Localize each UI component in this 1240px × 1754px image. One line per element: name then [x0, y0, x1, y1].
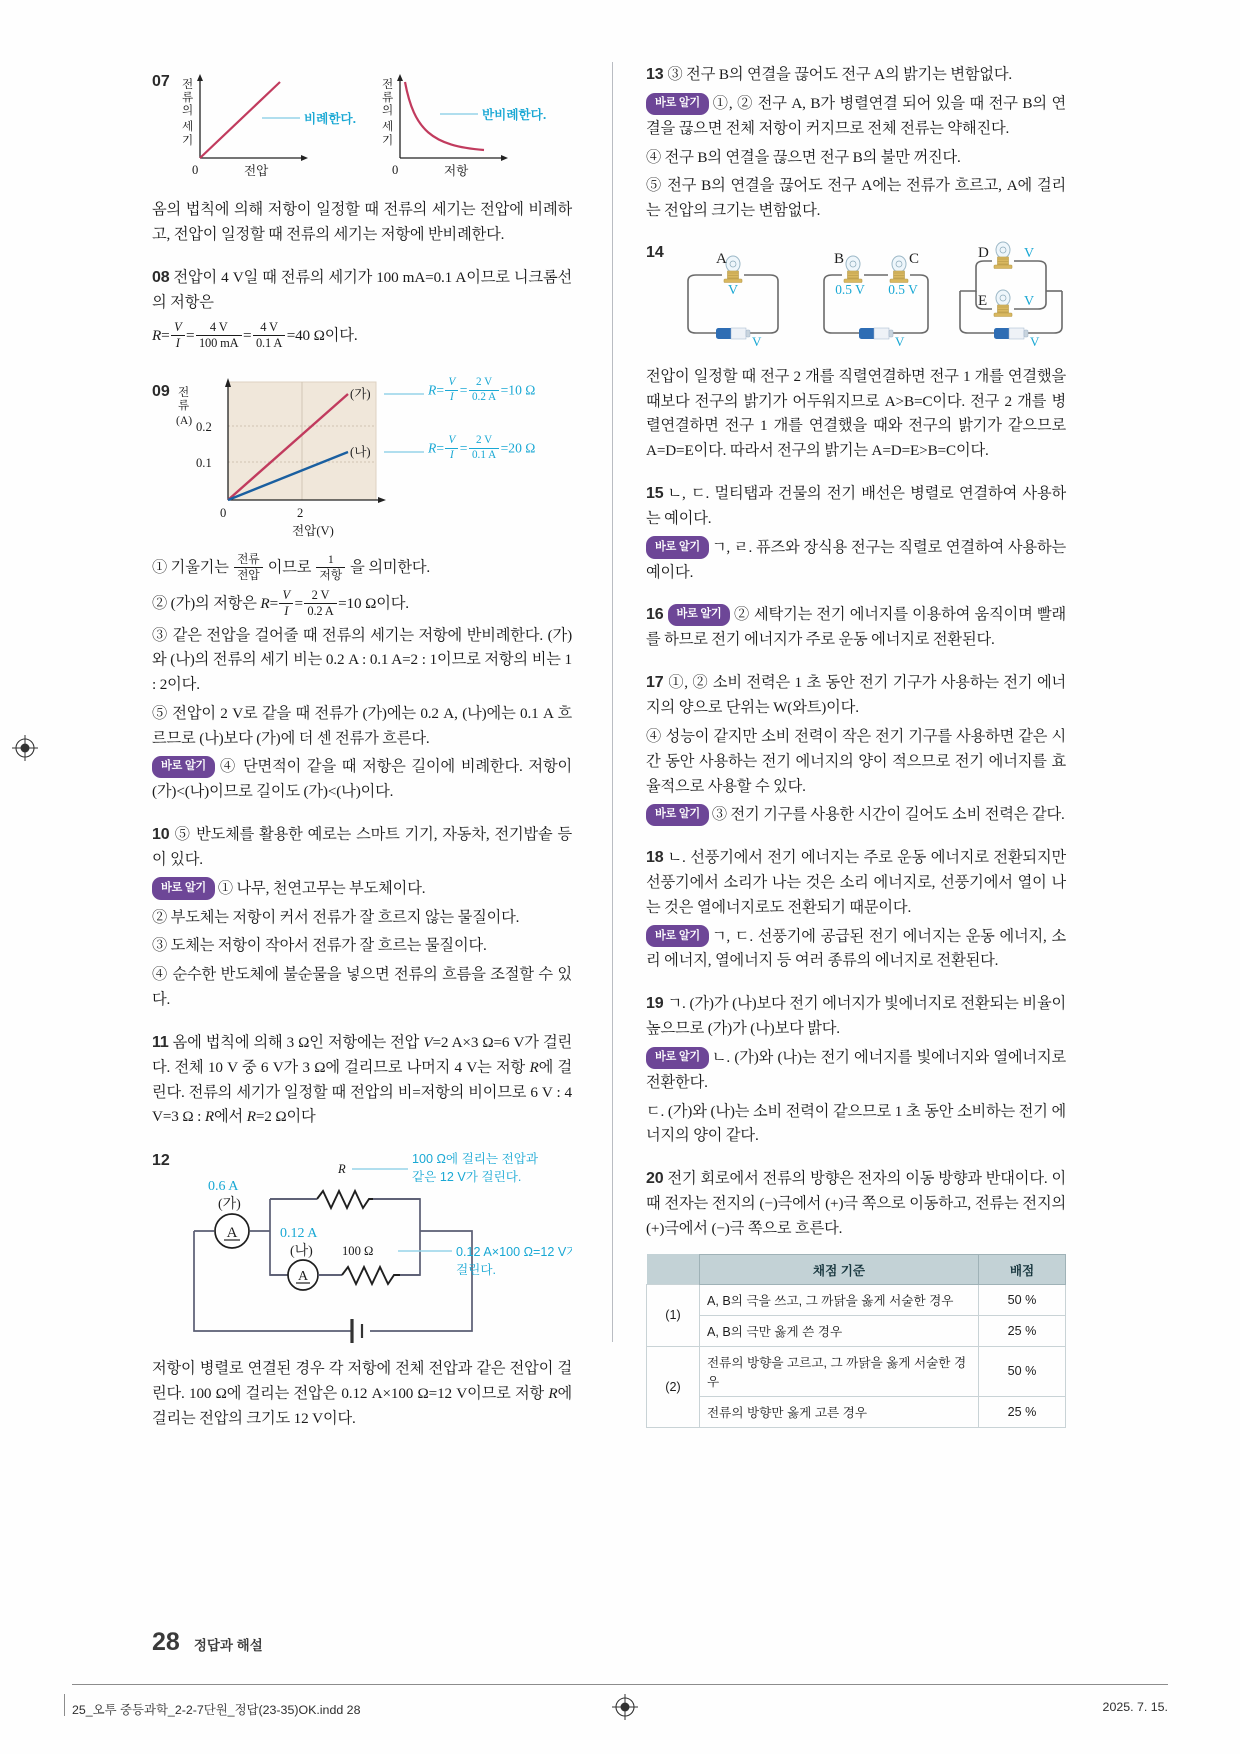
registration-mark-bottom	[612, 1694, 638, 1720]
graph-07-left-ylabel-5: 기	[182, 134, 194, 147]
callout-right-line2: 걸린다.	[456, 1263, 496, 1278]
graph-07-left	[182, 74, 356, 178]
q17-item4: ④ 성능이 같지만 소비 전력이 작은 전기 기구를 사용하면 같은 시간 동안 사용하는 전기 에너지의 양이 적으므로 전기 에너지를 효율적으로 사용할 수 있다.	[646, 728, 1066, 795]
ammeter-ga-label: A	[226, 1225, 238, 1242]
footer-rule	[72, 1684, 1168, 1685]
graph-07-left-origin: 0	[192, 163, 199, 177]
graph-07-right-callout: 반비례한다.	[482, 108, 547, 122]
graph-09-label-na: (나)	[350, 444, 371, 459]
q13-item5: ⑤ 전구 B의 연결을 끊어도 전구 A에는 전류가 흐르고, A에 걸리는 전압의 크기는 변함없다.	[646, 177, 1066, 220]
q09-block	[152, 552, 572, 805]
baro-algi-badge: 바로 알기	[646, 93, 709, 115]
rubric-criteria-3: 전류의 방향을 고르고, 그 까닭을 옳게 서술한 경우	[700, 1346, 979, 1396]
q18-wrong: 바로 알기 ㄱ, ㄷ. 선풍기에 공급된 전기 에너지는 운동 에너지, 소리 에너지, 열에너지 등 여러 종류의 에너지로 전환된다.	[646, 925, 1066, 975]
q10-item3: ③ 도체는 저항이 작아서 전류가 잘 흐르는 물질이다.	[152, 937, 487, 955]
registration-mark-left	[12, 735, 38, 761]
bulb-D-voltage: V	[1024, 245, 1035, 261]
rubric-score-3: 50 %	[979, 1346, 1066, 1396]
baro-algi-badge: 바로 알기	[152, 877, 215, 899]
graph-07-left-ylabel-2: 류	[182, 91, 194, 104]
q08-frac-2: $\frac{4 V}{0.1 A}$	[253, 321, 285, 350]
rubric-criteria-4: 전류의 방향만 옳게 고른 경우	[700, 1396, 979, 1427]
q08-tail: =40 Ω이다.	[286, 327, 358, 345]
q15-number: 15	[646, 484, 664, 502]
graph-07-right-ylabel-1: 전	[382, 78, 394, 91]
q17-block	[646, 670, 1066, 828]
footer-tick	[64, 1694, 65, 1716]
q19-extra: ㄷ. (가)와 (나)는 소비 전력이 같으므로 1 초 동안 소비하는 전기 에너지의 양이 같다.	[646, 1102, 1067, 1145]
baro-algi-badge: 바로 알기	[646, 804, 709, 826]
graph-09-xlabel: 전압(V)	[292, 523, 334, 538]
callout-top-line2: 같은 12 V가 걸린다.	[412, 1170, 522, 1185]
q13-wrong: 바로 알기 ①, ② 전구 A, B가 병렬연결 되어 있을 때 전구 B의 연결을 끊으면 전체 저항이 커지므로 전체 전류는 약해진다.	[646, 92, 1066, 142]
bulb-D-label: D	[978, 244, 989, 261]
current-na-value: 0.12 A	[280, 1226, 318, 1242]
graph-07-left-ylabel-1: 전	[182, 78, 194, 91]
graph-09-ylabel-unit: (A)	[176, 413, 193, 427]
q08-lead: 전압이 4 V일 때 전류의 세기가 100 mA=0.1 A이므로 니크롬선의 저항은	[152, 268, 572, 311]
rubric-criteria-2: A, B의 극만 옳게 쓴 경우	[700, 1315, 979, 1346]
graph-07-right-ylabel-5: 기	[382, 134, 394, 147]
graph-07-left-ylabel-3: 의	[182, 104, 194, 117]
circuit-14-2	[824, 251, 928, 349]
page-label: 정답과 해설	[193, 1638, 263, 1653]
q09-number: 09	[152, 382, 170, 400]
q16-block	[646, 602, 1066, 653]
rubric-score-2: 25 %	[979, 1315, 1066, 1346]
graph-09-ytick-0.2: 0.2	[196, 419, 212, 434]
q08-formula	[152, 319, 572, 352]
q08-eq3: =	[243, 327, 252, 345]
baro-algi-badge: 바로 알기	[152, 756, 215, 778]
current-ga-label: (가)	[218, 1197, 241, 1213]
column-divider	[612, 62, 613, 1342]
rubric-index-2: (2)	[647, 1346, 700, 1427]
graph-07-right-ylabel-4: 세	[382, 120, 394, 133]
scoring-rubric-table	[646, 1254, 1066, 1428]
graph-07-left-ylabel-4: 세	[182, 120, 194, 133]
q20-number: 20	[646, 1170, 664, 1188]
q07-explanation: 옴의 법칙에 의해 저항이 일정할 때 전류의 세기는 전압에 비례하고, 전압이 일정할 때 전류의 세기는 저항에 반비례한다.	[152, 201, 572, 243]
rubric-header-score: 배점	[979, 1254, 1066, 1284]
print-date: 2025. 7. 15.	[1102, 1700, 1168, 1714]
bulb-B-voltage: 0.5 V	[835, 281, 865, 297]
q09-item4-wrong: 바로 알기 ④ 단면적이 같을 때 저항은 길이에 비례한다. 저항이 (가)<(나)이므로 길이도 (가)<(나)이다.	[152, 755, 572, 805]
q13-item4: ④ 전구 B의 연결을 끊으면 전구 B의 불만 꺼진다.	[646, 148, 961, 166]
figure-12	[152, 1147, 572, 1347]
rubric-score-4: 25 %	[979, 1396, 1066, 1427]
q08-frac-VI: $\frac{V}{I}$	[171, 321, 184, 350]
q12-number: 12	[152, 1152, 170, 1170]
q10-item2: ② 부도체는 저항이 커서 전류가 잘 흐르지 않는 물질이다.	[152, 908, 520, 926]
graph-09-callout-na: R= $\frac{V}{I}$ = $\frac{2 V}{0.1 A}$ =20 Ω	[428, 433, 536, 461]
rubric-criteria-1: A, B의 극을 쓰고, 그 까닭을 옳게 서술한 경우	[700, 1284, 979, 1315]
q19-number: 19	[646, 995, 664, 1013]
bulb-E-label: E	[978, 292, 988, 309]
graph-07-right-origin: 0	[392, 163, 399, 177]
graph-07-right-ylabel-2: 류	[382, 91, 394, 104]
circuit-14-3	[960, 242, 1062, 349]
graph-09-label-ga: (가)	[350, 386, 371, 401]
bulb-E-voltage: V	[1024, 293, 1035, 309]
q14-number: 14	[646, 243, 664, 261]
current-na-label: (나)	[290, 1244, 313, 1260]
figure-14	[646, 241, 1066, 351]
q19-block	[646, 991, 1066, 1149]
graph-09-ylabel-1: 전	[178, 385, 190, 399]
left-column	[152, 62, 572, 1448]
q10-item4: ④ 순수한 반도체에 불순물을 넣으면 전류의 흐름을 조절할 수 있다.	[152, 966, 572, 1008]
baro-algi-badge: 바로 알기	[668, 604, 731, 626]
q17-number: 17	[646, 674, 664, 692]
circuit-14-1	[688, 251, 778, 349]
q09-item5: ⑤ 전압이 2 V로 같을 때 전류가 (가)에는 0.2 A, (나)에는 0.1 A 흐르므로 (나)보다 (가)에 더 센 전류가 흐른다.	[152, 704, 572, 747]
graph-07-right	[382, 74, 546, 178]
battery-1-voltage: V	[752, 333, 762, 349]
rubric-header-criteria: 채점 기준	[700, 1254, 979, 1284]
q15-wrong: 바로 알기 ㄱ, ㄹ. 퓨즈와 장식용 전구는 직렬로 연결하여 사용하는 예이다.	[646, 536, 1066, 586]
q10-number: 10	[152, 826, 170, 844]
q13-number: 13	[646, 66, 664, 83]
rubric-header-row	[647, 1254, 1066, 1284]
table-row	[647, 1284, 1066, 1315]
q07-number: 07	[152, 73, 170, 90]
q13-block	[646, 62, 1066, 224]
q20-text: 전기 회로에서 전류의 방향은 전자의 이동 방향과 반대이다. 이때 전자는 전지의 (−)극에서 (+)극 쪽으로 이동하고, 전류는 전지의 (+)극에서 (−)극 쪽으로 흐른다.	[646, 1170, 1066, 1237]
graph-07-left-callout: 비례한다.	[304, 112, 357, 126]
table-row	[647, 1396, 1066, 1427]
battery-3-voltage: V	[1030, 333, 1040, 349]
q15-block	[646, 481, 1066, 585]
q15-text: ㄴ, ㄷ. 멀티탭과 건물의 전기 배선은 병렬로 연결하여 사용하는 예이다.	[646, 484, 1066, 528]
graph-09-ylabel-2: 류	[178, 398, 190, 412]
bulb-A-label: A	[716, 250, 727, 267]
q19-wrong: 바로 알기 ㄴ. (가)와 (나)는 전기 에너지를 빛에너지와 열에너지로 전환한다.	[646, 1046, 1066, 1096]
rubric-score-1: 50 %	[979, 1284, 1066, 1315]
baro-algi-badge: 바로 알기	[646, 925, 709, 947]
q09-item2: ② (가)의 저항은 R= $\frac{V}{I}$ = $\frac{2 V}{0.2 A}$ =10 Ω이다.	[152, 587, 409, 618]
q18-block	[646, 845, 1066, 974]
q08-R: R	[152, 327, 162, 345]
bulb-C-voltage: 0.5 V	[888, 281, 918, 297]
q18-text: ㄴ. 선풍기에서 전기 에너지는 주로 운동 에너지로 전환되지만 선풍기에서 소리가 나는 것은 소리 에너지로, 선풍기에서 열이 나는 것은 열에너지로도 전환되기 때문이다.	[646, 849, 1066, 916]
callout-right-line1: 0.12 A×100 Ω=12 V가	[456, 1245, 572, 1260]
q18-number: 18	[646, 849, 664, 867]
q17-wrong: 바로 알기 ③ 전기 기구를 사용한 시간이 길어도 소비 전력은 같다.	[646, 803, 1066, 828]
graph-09-xtick-2: 2	[297, 505, 304, 520]
page-number: 28	[152, 1628, 180, 1656]
q10-block	[152, 822, 572, 1013]
q08-number: 08	[152, 268, 170, 286]
bulb-B-label: B	[834, 250, 845, 267]
bulb-A-voltage: V	[727, 282, 739, 298]
q08-frac-1: $\frac{4 V}{100 mA}$	[196, 321, 242, 350]
q11-block	[152, 1030, 572, 1130]
q08-eq1: =	[161, 327, 170, 345]
q11-number: 11	[152, 1033, 169, 1051]
table-row	[647, 1315, 1066, 1346]
resistor-100ohm-label: 100 Ω	[342, 1244, 374, 1259]
q13-item3: ③ 전구 B의 연결을 끊어도 전구 A의 밝기는 변함없다.	[667, 66, 1013, 83]
right-column	[646, 62, 1066, 1428]
graph-07-right-xlabel: 저항	[444, 164, 469, 178]
q08-eq2: =	[186, 327, 195, 345]
page-footer	[152, 1628, 263, 1657]
graph-09-callout-ga: R= $\frac{V}{I}$ = $\frac{2 V}{0.2 A}$ =10 Ω	[428, 375, 536, 403]
q11-text: 11 옴에 법칙에 의해 3 Ω인 저항에는 전압 V=2 A×3 Ω=6 V가 걸린다. 전체 10 V 중 6 V가 3 Ω에 걸리므로 나머지 4 V는 저항 R에 걸린다. 전류의 세기가 일정할 때 전압의 비=저항의 비이므로 6 V : 4 V=3 Ω : R에서 R=2 Ω이다	[152, 1033, 572, 1126]
current-ga-value: 0.6 A	[208, 1179, 239, 1195]
table-row	[647, 1346, 1066, 1396]
q16-number: 16	[646, 606, 664, 624]
rubric-header-blank	[647, 1254, 700, 1284]
print-filename: 25_오투 중등과학_2-2-7단원_정답(23-35)OK.indd 28	[72, 1703, 361, 1717]
figure-09	[152, 370, 572, 540]
q16-wrong: 16 바로 알기 ② 세탁기는 전기 에너지를 이용하여 움직이며 빨래를 하므로 전기 에너지가 주로 운동 에너지로 전환된다.	[646, 602, 1066, 653]
figure-07	[152, 64, 572, 184]
q09-item1: ① 기울기는 $\frac{\text{전류}}{\text{전압}}$ 이므로 $\frac{1}{\text{저항}}$ 을 의미한다.	[152, 552, 431, 582]
callout-top-line1: 100 Ω에 걸리는 전압과	[412, 1152, 539, 1167]
q19-text: ㄱ. (가)가 (나)보다 전기 에너지가 빛에너지로 전환되는 비율이 높으므로 (가)가 (나)보다 밝다.	[646, 995, 1066, 1038]
q09-item3: ③ 같은 전압을 걸어줄 때 전류의 세기는 저항에 반비례한다. (가)와 (나)의 전류의 세기 비는 0.2 A : 0.1 A=2 : 1이므로 저항의 비는 1 : 2이다.	[152, 626, 572, 694]
q17-item12: ①, ② 소비 전력은 1 초 동안 전기 기구가 사용하는 전기 에너지의 양으로 단위는 W(와트)이다.	[646, 674, 1066, 717]
q20-block	[646, 1166, 1066, 1428]
baro-algi-badge: 바로 알기	[646, 536, 709, 558]
q10-item5: ⑤ 반도체를 활용한 예로는 스마트 기기, 자동차, 전기밥솥 등이 있다.	[152, 826, 572, 869]
ammeter-na-label: A	[297, 1269, 309, 1285]
graph-07-left-xlabel: 전압	[244, 164, 269, 178]
resistor-R-label: R	[338, 1162, 346, 1177]
graph-09-ytick-0.1: 0.1	[196, 455, 212, 470]
rubric-index-1: (1)	[647, 1284, 700, 1346]
baro-algi-badge: 바로 알기	[646, 1047, 709, 1069]
bulb-C-label: C	[909, 250, 920, 267]
graph-07-right-ylabel-3: 의	[382, 104, 394, 117]
q12-explanation: 저항이 병렬로 연결된 경우 각 저항에 전체 전압과 같은 전압이 걸린다. 100 Ω에 걸리는 전압은 0.12 A×100 Ω=12 V이므로 저항 R에 걸리는 전압의 크기도 12 V이다.	[152, 1360, 572, 1427]
q10-wrong1: 바로 알기 ① 나무, 천연고무는 부도체이다.	[152, 877, 572, 902]
graph-09-origin: 0	[220, 505, 227, 520]
battery-2-voltage: V	[895, 333, 905, 349]
q14-explanation: 전압이 일정할 때 전구 2 개를 직렬연결하면 전구 1 개를 연결했을 때보다 전구의 밝기가 어두워지므로 A>B=C이다. 전구 2 개를 병렬연결하면 전구 1 개를 연결했을 때와 전구의 밝기가 같으므로 A=D=E이다. 따라서 전구의 밝기는 A=D=E>B=C이다.	[646, 367, 1066, 460]
q08-block	[152, 265, 572, 353]
